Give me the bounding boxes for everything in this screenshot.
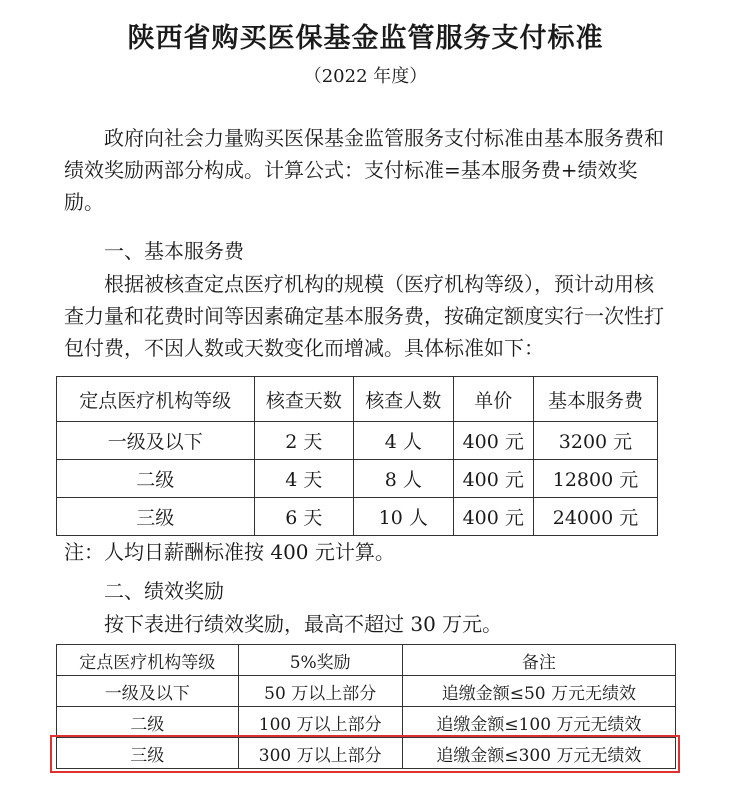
table-header-cell: 定点医疗机构等级 bbox=[57, 645, 239, 676]
table-header-cell: 定点医疗机构等级 bbox=[57, 377, 255, 422]
table-cell: 三级 bbox=[57, 498, 255, 536]
table-cell: 2 天 bbox=[254, 422, 353, 460]
document-title: 陕西省购买医保基金监管服务支付标准 bbox=[127, 23, 604, 54]
table-cell: 8 人 bbox=[354, 460, 453, 498]
table-cell: 二级 bbox=[57, 460, 255, 498]
table-header-cell: 核查天数 bbox=[254, 377, 353, 422]
table-row bbox=[57, 676, 676, 707]
table-header-row bbox=[57, 377, 658, 422]
table-cell: 4 天 bbox=[254, 460, 353, 498]
table-header-cell: 核查人数 bbox=[354, 377, 453, 422]
highlight-box bbox=[50, 735, 680, 773]
table-cell: 400 元 bbox=[453, 498, 533, 536]
table-cell: 400 元 bbox=[453, 422, 533, 460]
table-cell: 追缴金额≤50 万元无绩效 bbox=[402, 676, 675, 707]
table-cell: 10 人 bbox=[354, 498, 453, 536]
table-cell: 三级 bbox=[57, 738, 239, 769]
table-note: 注：人均日薪酬标准按 400 元计算。 bbox=[64, 540, 395, 564]
table-header-row bbox=[57, 645, 676, 676]
table-header-cell: 单价 bbox=[453, 377, 533, 422]
table-cell: 6 天 bbox=[254, 498, 353, 536]
table-header-cell: 5%奖励 bbox=[238, 645, 402, 676]
section2-paragraph: 按下表进行绩效奖励，最高不超过 30 万元。 bbox=[104, 612, 503, 636]
table-header-cell: 基本服务费 bbox=[533, 377, 657, 422]
section1-paragraph: 根据被核查定点医疗机构的规模（医疗机构等级），预计动用核查力量和花费时间等因素确定基本服务费，按确定额度实行一次性打包付费，不因人数或天数变化而增减。具体标准如下： bbox=[64, 272, 664, 360]
document-subtitle: （2022 年度） bbox=[303, 66, 428, 87]
table-cell: 100 万以上部分 bbox=[238, 707, 402, 738]
section1-heading: 一、基本服务费 bbox=[104, 239, 244, 263]
basic-fee-table bbox=[56, 376, 658, 536]
table-cell: 24000 元 bbox=[533, 498, 657, 536]
table-row bbox=[57, 460, 658, 498]
table-cell: 400 元 bbox=[453, 460, 533, 498]
section2-heading: 二、绩效奖励 bbox=[104, 579, 224, 603]
table-cell: 4 人 bbox=[354, 422, 453, 460]
table-row bbox=[57, 422, 658, 460]
table-header-cell: 备注 bbox=[402, 645, 675, 676]
table-cell: 二级 bbox=[57, 707, 239, 738]
table-cell: 300 万以上部分 bbox=[238, 738, 402, 769]
table-row bbox=[57, 498, 658, 536]
table-cell: 一级及以下 bbox=[57, 676, 239, 707]
table-cell: 一级及以下 bbox=[57, 422, 255, 460]
intro-paragraph: 政府向社会力量购买医保基金监管服务支付标准由基本服务费和绩效奖励两部分构成。计算公式：支付标准=基本服务费+绩效奖励。 bbox=[64, 126, 664, 214]
table-cell: 追缴金额≤100 万元无绩效 bbox=[402, 707, 675, 738]
table-row bbox=[57, 707, 676, 738]
table-cell: 3200 元 bbox=[533, 422, 657, 460]
table-cell: 50 万以上部分 bbox=[238, 676, 402, 707]
table-cell: 追缴金额≤300 万元无绩效 bbox=[402, 738, 675, 769]
table-cell: 12800 元 bbox=[533, 460, 657, 498]
